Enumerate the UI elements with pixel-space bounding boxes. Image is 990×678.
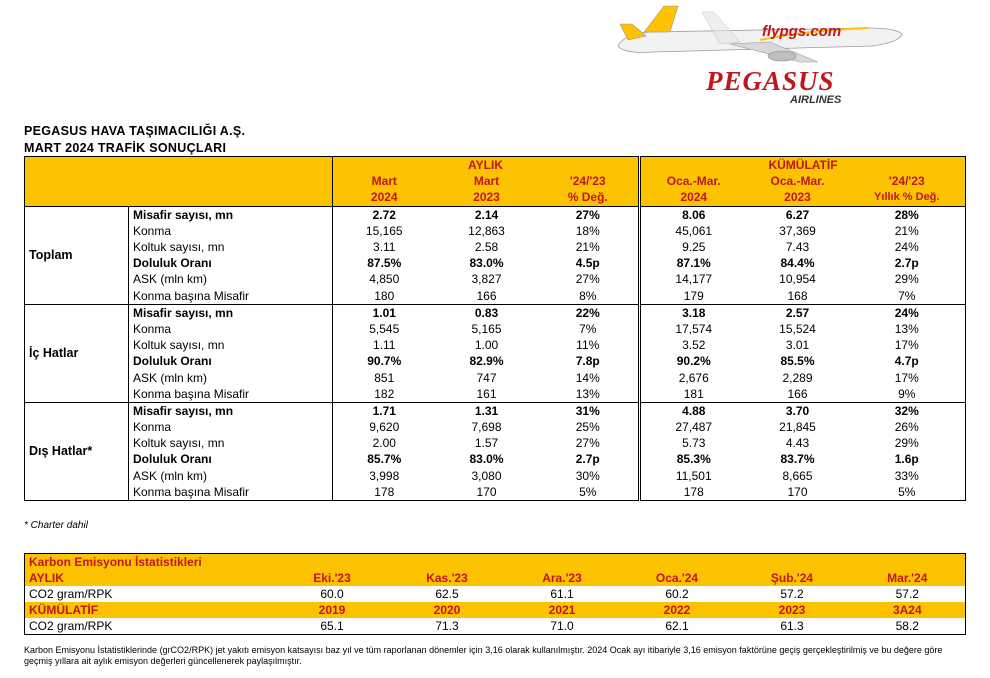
cell-value: 4.7p bbox=[849, 353, 966, 369]
cell-value: 3.18 bbox=[640, 304, 747, 321]
col-header: Mart bbox=[333, 173, 436, 189]
row-label: Misafir sayısı, mn bbox=[129, 206, 333, 223]
cell-value: 170 bbox=[436, 484, 538, 501]
header-row-2 bbox=[25, 173, 966, 189]
carbon-value: 60.0 bbox=[320, 587, 344, 601]
pegasus-logo bbox=[610, 4, 910, 104]
cell-value: 13% bbox=[538, 386, 640, 403]
cell-value: 3,080 bbox=[471, 468, 502, 483]
cell-value: 5,165 bbox=[471, 321, 502, 336]
row-label: Koltuk sayısı, mn bbox=[129, 337, 333, 353]
cell-value: 5% bbox=[849, 484, 966, 501]
cell-value: 24% bbox=[849, 304, 966, 321]
cell-value: 747 bbox=[476, 370, 497, 385]
cell-value: 15,165 bbox=[365, 223, 403, 238]
table-row bbox=[25, 304, 966, 321]
cell-value: 17,574 bbox=[640, 321, 747, 337]
cell-value: 31% bbox=[538, 402, 640, 419]
carbon-period: Ara.'23 bbox=[505, 570, 620, 586]
cell-value: 83.7% bbox=[780, 452, 815, 467]
cell-value: 5% bbox=[538, 484, 640, 501]
col-header: '24/'23 bbox=[538, 173, 640, 189]
cell-value: 166 bbox=[747, 386, 849, 403]
cell-value: 2.14 bbox=[436, 206, 538, 223]
row-label: Konma başına Misafir bbox=[129, 484, 333, 501]
cell-value: 1.6p bbox=[849, 451, 966, 467]
traffic-table bbox=[24, 156, 966, 501]
cell-value: 18% bbox=[575, 223, 600, 238]
carbon-period: 2023 bbox=[735, 602, 850, 618]
cell-value: 180 bbox=[333, 288, 436, 305]
cell-value: 33% bbox=[849, 468, 966, 484]
col-header: Mart bbox=[436, 173, 538, 189]
cell-value: 2,676 bbox=[640, 369, 747, 385]
cell-value: 5,545 bbox=[369, 321, 400, 336]
cell-value: 45,061 bbox=[640, 223, 747, 239]
carbon-period: Kas.'23 bbox=[390, 570, 505, 586]
col-header: 2024 bbox=[333, 189, 436, 206]
cell-value: 1.01 bbox=[333, 304, 436, 321]
cell-value: 27% bbox=[575, 436, 600, 451]
cell-value: 83.0% bbox=[469, 452, 504, 467]
charter-note: * Charter dahil bbox=[24, 520, 88, 531]
table-row bbox=[25, 255, 966, 271]
row-label: Doluluk Oranı bbox=[129, 451, 333, 467]
cell-value: 30% bbox=[575, 468, 600, 483]
cell-value: 182 bbox=[333, 386, 436, 403]
cell-value: 90.7% bbox=[367, 354, 402, 369]
cell-value: 10,954 bbox=[779, 272, 816, 287]
table-row bbox=[25, 419, 966, 435]
col-header: 2023 bbox=[747, 189, 849, 206]
brand-url: flypgs.com bbox=[762, 23, 842, 40]
cell-value: 27% bbox=[575, 272, 600, 287]
cell-value: 179 bbox=[640, 288, 747, 305]
cell-value: 4,850 bbox=[369, 272, 400, 287]
carbon-period: Oca.'24 bbox=[620, 570, 735, 586]
cell-value: 2.7p bbox=[575, 452, 600, 467]
carbon-period: 3A24 bbox=[850, 602, 966, 618]
row-label: Doluluk Oranı bbox=[129, 353, 333, 369]
carbon-row-label: CO2 gram/RPK bbox=[25, 618, 275, 635]
group-label: Dış Hatlar* bbox=[25, 402, 129, 500]
table-row bbox=[25, 369, 966, 385]
cell-value: 21% bbox=[849, 223, 966, 239]
carbon-value: 57.2 bbox=[780, 587, 804, 601]
table-row bbox=[25, 402, 966, 419]
cell-value: 1.11 bbox=[373, 338, 396, 353]
cell-value: 85.5% bbox=[780, 354, 815, 369]
table-row bbox=[25, 206, 966, 223]
brand-logo-text: PEGASUS bbox=[706, 66, 835, 96]
cell-value: 17% bbox=[849, 369, 966, 385]
carbon-title-row bbox=[25, 554, 966, 571]
report-subtitle: MART 2024 TRAFİK SONUÇLARI bbox=[24, 141, 227, 155]
cell-value: 5.73 bbox=[640, 435, 747, 451]
cell-value: 8,665 bbox=[782, 468, 813, 483]
row-label: Konma başına Misafir bbox=[129, 386, 333, 403]
cell-value: 7,698 bbox=[471, 420, 502, 435]
row-label: Konma başına Misafir bbox=[129, 288, 333, 305]
cell-value: 2.57 bbox=[747, 304, 849, 321]
cell-value: 87.5% bbox=[367, 256, 402, 271]
cell-value: 3.11 bbox=[373, 240, 396, 255]
cell-value: 3,827 bbox=[471, 272, 502, 287]
cell-value: 178 bbox=[333, 484, 436, 501]
cell-value: 14% bbox=[575, 370, 600, 385]
carbon-value: 71.3 bbox=[390, 618, 505, 635]
group-label: Toplam bbox=[25, 206, 129, 304]
cell-value: 27% bbox=[538, 206, 640, 223]
group-label: İç Hatlar bbox=[25, 304, 129, 402]
row-label: Konma bbox=[129, 419, 333, 435]
table-row bbox=[25, 484, 966, 501]
cell-value: 3,998 bbox=[369, 468, 400, 483]
carbon-footnote: Karbon Emisyonu İstatistiklerinde (grCO2/RPK) jet yakıtı emisyon katsayısı baz yıl ve tüm raporlanan dönemler için 3,16 olarak kullanılmıştır. 2024 Ocak ayı itibariyle 3,16 emisyon faktörüne geçiş gerçekleştirilmiş ve bu değere göre geçmiş yıllara ait aylık emisyon değerleri güncellenerek paylaşılmıştır. bbox=[24, 645, 943, 666]
cell-value: 11% bbox=[576, 338, 600, 353]
cell-value: 0.83 bbox=[436, 304, 538, 321]
cell-value: 2.7p bbox=[849, 255, 966, 271]
cell-value: 15,524 bbox=[779, 321, 816, 336]
monthly-header: AYLIK bbox=[333, 157, 640, 174]
cell-value: 82.9% bbox=[469, 354, 504, 369]
brand-logo-sub: AIRLINES bbox=[790, 94, 842, 104]
cell-value: 4.88 bbox=[640, 402, 747, 419]
cell-value: 3.01 bbox=[785, 338, 810, 353]
carbon-monthly-header bbox=[25, 570, 966, 586]
carbon-monthly-label: AYLIK bbox=[25, 570, 275, 586]
cell-value: 87.1% bbox=[640, 255, 747, 271]
cell-value: 85.7% bbox=[367, 452, 402, 467]
carbon-period: Şub.'24 bbox=[735, 570, 850, 586]
row-label: Koltuk sayısı, mn bbox=[129, 239, 333, 255]
carbon-value: 61.1 bbox=[550, 587, 574, 601]
cell-value: 21,845 bbox=[779, 420, 816, 435]
cell-value: 12,863 bbox=[468, 223, 505, 238]
cell-value: 170 bbox=[747, 484, 849, 501]
table-row bbox=[25, 288, 966, 305]
cell-value: 181 bbox=[640, 386, 747, 403]
cell-value: 168 bbox=[747, 288, 849, 305]
carbon-period: 2020 bbox=[390, 602, 505, 618]
cell-value: 1.31 bbox=[436, 402, 538, 419]
cell-value: 27,487 bbox=[640, 419, 747, 435]
carbon-cumulative-row bbox=[25, 618, 966, 635]
cell-value: 166 bbox=[436, 288, 538, 305]
carbon-cumulative-label: KÜMÜLATİF bbox=[25, 602, 275, 618]
cell-value: 3.52 bbox=[640, 337, 747, 353]
cell-value: 85.3% bbox=[640, 451, 747, 467]
table-row bbox=[25, 435, 966, 451]
cell-value: 2.58 bbox=[474, 240, 499, 255]
carbon-table bbox=[24, 553, 966, 635]
cell-value: 178 bbox=[640, 484, 747, 501]
carbon-value: 60.2 bbox=[665, 587, 689, 601]
row-label: Konma bbox=[129, 223, 333, 239]
carbon-value: 58.2 bbox=[850, 618, 966, 635]
row-label: Konma bbox=[129, 321, 333, 337]
cell-value: 851 bbox=[374, 370, 395, 385]
row-label: Koltuk sayısı, mn bbox=[129, 435, 333, 451]
table-row bbox=[25, 353, 966, 369]
carbon-period: Mar.'24 bbox=[850, 570, 966, 586]
carbon-period: 2019 bbox=[275, 602, 390, 618]
header-row-3 bbox=[25, 189, 966, 206]
cell-value: 7% bbox=[849, 288, 966, 305]
carbon-value: 57.2 bbox=[850, 586, 966, 602]
cell-value: 25% bbox=[575, 420, 600, 435]
cell-value: 7% bbox=[579, 321, 597, 336]
cumulative-header: KÜMÜLATİF bbox=[640, 157, 966, 174]
cell-value: 2,289 bbox=[782, 370, 813, 385]
table-row bbox=[25, 451, 966, 467]
table-row bbox=[25, 239, 966, 255]
cell-value: 14,177 bbox=[640, 271, 747, 287]
cell-value: 11,501 bbox=[640, 468, 747, 484]
cell-value: 4.5p bbox=[575, 256, 600, 271]
carbon-cumulative-header bbox=[25, 602, 966, 618]
cell-value: 161 bbox=[436, 386, 538, 403]
carbon-value: 62.5 bbox=[435, 587, 459, 601]
table-row bbox=[25, 271, 966, 287]
airplane-icon bbox=[618, 6, 902, 62]
cell-value: 1.00 bbox=[474, 338, 499, 353]
row-label: Doluluk Oranı bbox=[129, 255, 333, 271]
cell-value: 2.72 bbox=[333, 206, 436, 223]
report-title: PEGASUS HAVA TAŞIMACILIĞI A.Ş. bbox=[24, 124, 246, 138]
carbon-value: 71.0 bbox=[505, 618, 620, 635]
table-row bbox=[25, 468, 966, 484]
col-header: Oca.-Mar. bbox=[640, 173, 747, 189]
carbon-period: 2021 bbox=[505, 602, 620, 618]
cell-value: 17% bbox=[849, 337, 966, 353]
col-header: 2023 bbox=[436, 189, 538, 206]
cell-value: 13% bbox=[849, 321, 966, 337]
row-label: ASK (mln km) bbox=[129, 271, 333, 287]
row-label: ASK (mln km) bbox=[129, 468, 333, 484]
carbon-title: Karbon Emisyonu İstatistikleri bbox=[25, 554, 275, 571]
cell-value: 24% bbox=[849, 239, 966, 255]
cell-value: 9% bbox=[849, 386, 966, 403]
cell-value: 3.70 bbox=[747, 402, 849, 419]
cell-value: 32% bbox=[849, 402, 966, 419]
carbon-period: 2022 bbox=[620, 602, 735, 618]
cell-value: 9.25 bbox=[640, 239, 747, 255]
cell-value: 26% bbox=[849, 419, 966, 435]
carbon-value: 62.1 bbox=[620, 618, 735, 635]
col-header: % Değ. bbox=[538, 189, 640, 206]
cell-value: 22% bbox=[538, 304, 640, 321]
table-row bbox=[25, 337, 966, 353]
col-header: 2024 bbox=[640, 189, 747, 206]
table-row bbox=[25, 321, 966, 337]
col-header: Yıllık % Değ. bbox=[849, 189, 966, 206]
table-row bbox=[25, 223, 966, 239]
cell-value: 2.00 bbox=[372, 436, 396, 451]
cell-value: 8% bbox=[538, 288, 640, 305]
carbon-period: Eki.'23 bbox=[275, 570, 390, 586]
cell-value: 1.71 bbox=[333, 402, 436, 419]
cell-value: 37,369 bbox=[779, 223, 816, 238]
cell-value: 1.57 bbox=[474, 436, 499, 451]
cell-value: 83.0% bbox=[469, 256, 504, 271]
carbon-row-label: CO2 gram/RPK bbox=[25, 586, 275, 602]
table-row bbox=[25, 386, 966, 403]
col-header: '24/'23 bbox=[849, 173, 966, 189]
cell-value: 90.2% bbox=[640, 353, 747, 369]
cell-value: 4.43 bbox=[785, 436, 810, 451]
cell-value: 6.27 bbox=[747, 206, 849, 223]
row-label: Misafir sayısı, mn bbox=[129, 402, 333, 419]
cell-value: 29% bbox=[849, 271, 966, 287]
row-label: Misafir sayısı, mn bbox=[129, 304, 333, 321]
cell-value: 8.06 bbox=[640, 206, 747, 223]
cell-value: 9,620 bbox=[369, 420, 400, 435]
cell-value: 29% bbox=[849, 435, 966, 451]
cell-value: 7.8p bbox=[575, 354, 600, 369]
cell-value: 21% bbox=[575, 240, 600, 255]
carbon-monthly-row bbox=[25, 586, 966, 602]
carbon-value: 65.1 bbox=[275, 618, 390, 635]
cell-value: 28% bbox=[849, 206, 966, 223]
row-label: ASK (mln km) bbox=[129, 369, 333, 385]
carbon-value: 61.3 bbox=[735, 618, 850, 635]
cell-value: 7.43 bbox=[785, 240, 810, 255]
header-row-1 bbox=[25, 157, 966, 174]
col-header: Oca.-Mar. bbox=[747, 173, 849, 189]
cell-value: 84.4% bbox=[780, 256, 815, 271]
